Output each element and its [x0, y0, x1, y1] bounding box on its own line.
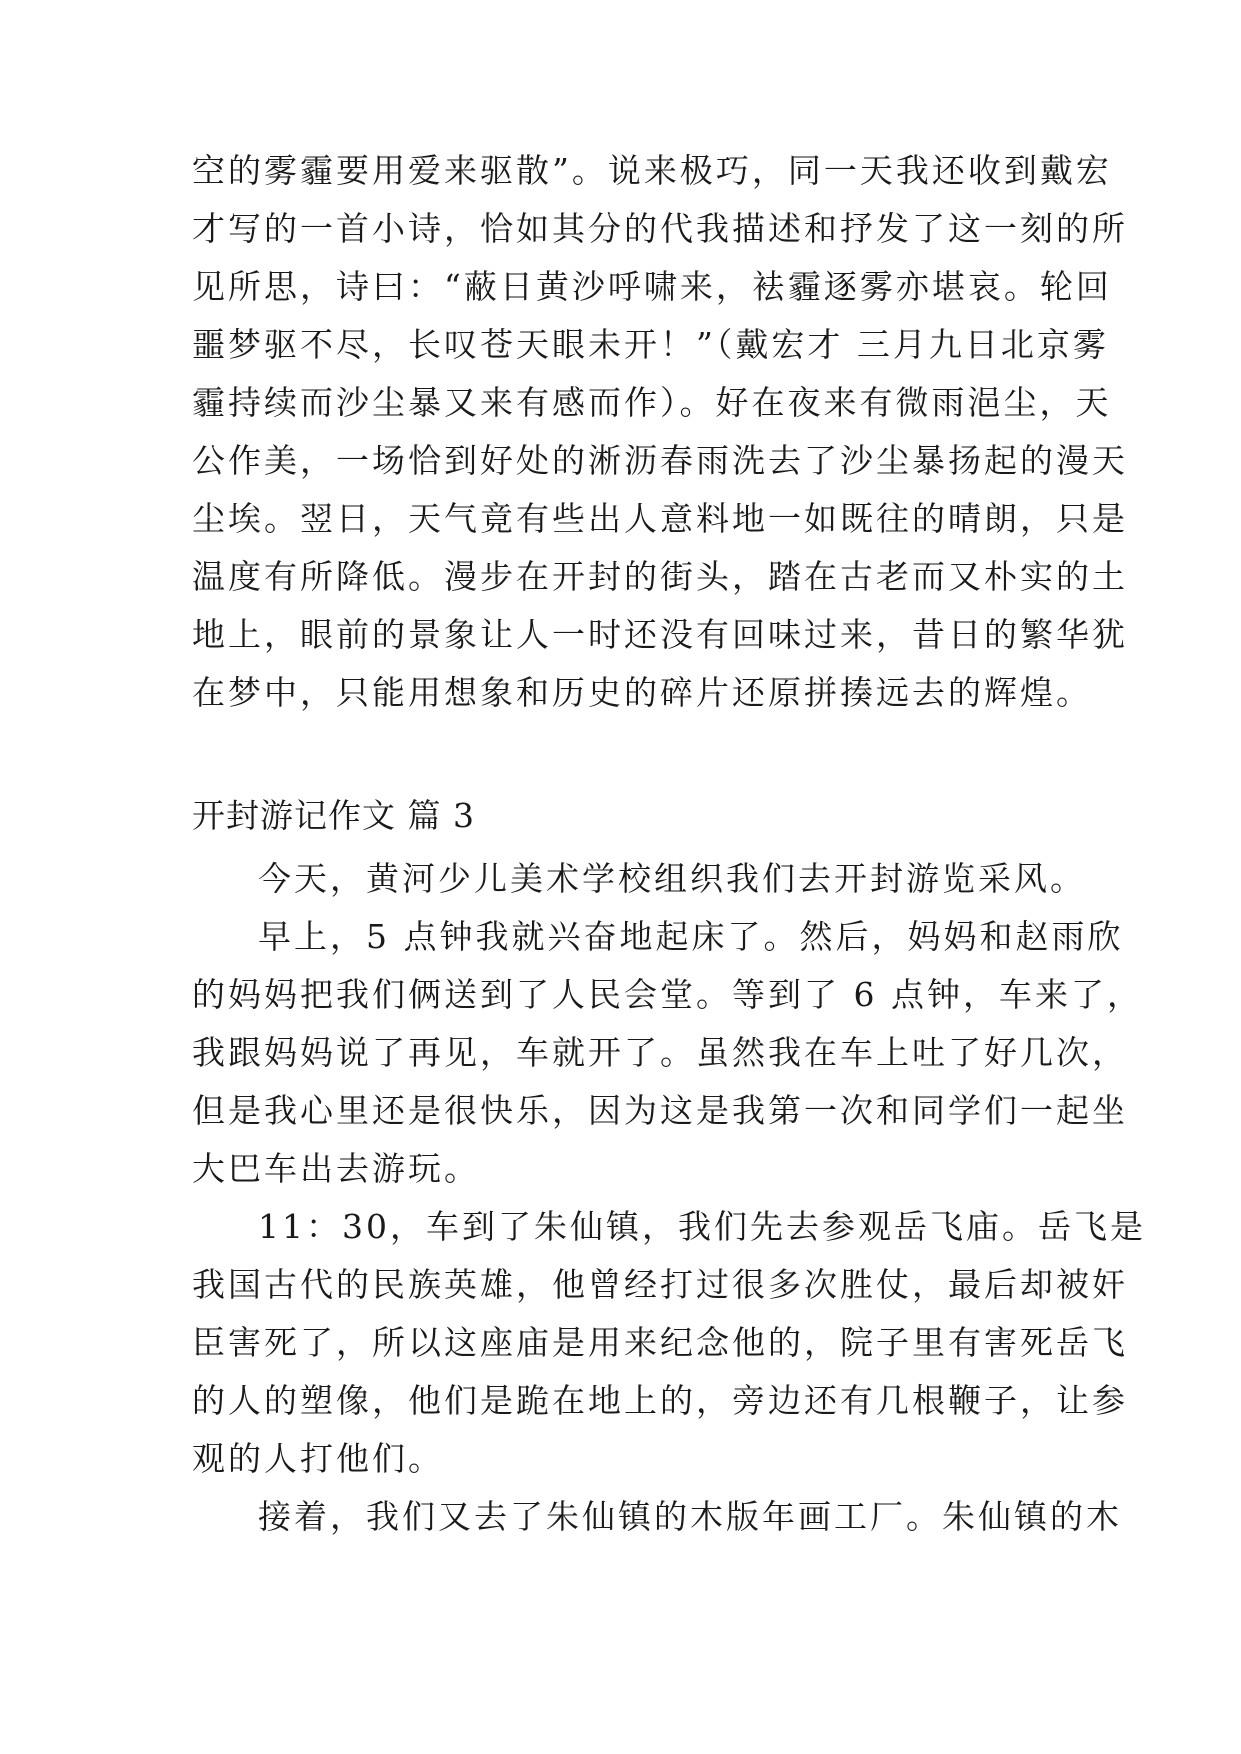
text-line: 在梦中，只能用想象和历史的碎片还原拼揍远去的辉煌。 — [192, 673, 1092, 712]
text-line: 见所思，诗曰：“蔽日黄沙呼啸来，袪霾逐雾亦堪哀。轮回 — [192, 267, 1112, 306]
text-line: 接着，我们又去了朱仙镇的木版年画工厂。朱仙镇的木 — [258, 1497, 1122, 1536]
text-line: 空的雾霾要用爱来驱散”。说来极巧，同一天我还收到戴宏 — [192, 151, 1112, 190]
section-heading: 开封游记作文 篇 3 — [192, 796, 475, 835]
text-line: 尘埃。翌日，天气竟有些出人意料地一如既往的晴朗，只是 — [192, 499, 1128, 538]
text-line: 早上，5 点钟我就兴奋地起床了。然后，妈妈和赵雨欣 — [258, 917, 1124, 956]
text-line: 今天，黄河少儿美术学校组织我们去开封游览采风。 — [258, 859, 1086, 898]
text-line: 噩梦驱不尽，长叹苍天眼未开！”（戴宏才 三月九日北京雾 — [192, 325, 1109, 364]
text-line: 11：30，车到了朱仙镇，我们先去参观岳飞庙。岳飞是 — [258, 1207, 1146, 1246]
text-line: 我国古代的民族英雄，他曾经打过很多次胜仗，最后却被奸 — [192, 1265, 1128, 1304]
text-line: 公作美，一场恰到好处的淅沥春雨洗去了沙尘暴扬起的漫天 — [192, 441, 1128, 480]
text-line: 观的人打他们。 — [192, 1439, 444, 1478]
text-line: 的妈妈把我们俩送到了人民会堂。等到了 6 点钟，车来了， — [192, 975, 1143, 1014]
text-line: 但是我心里还是很快乐，因为这是我第一次和同学们一起坐 — [192, 1091, 1128, 1130]
text-line: 臣害死了，所以这座庙是用来纪念他的，院子里有害死岳飞 — [192, 1323, 1128, 1362]
text-line: 才写的一首小诗，恰如其分的代我描述和抒发了这一刻的所 — [192, 209, 1128, 248]
text-line: 大巴车出去游玩。 — [192, 1149, 480, 1188]
text-line: 霾持续而沙尘暴又来有感而作）。好在夜来有微雨浥尘，天 — [192, 383, 1112, 422]
text-line: 的人的塑像，他们是跪在地上的，旁边还有几根鞭子，让参 — [192, 1381, 1128, 1420]
text-line: 温度有所降低。漫步在开封的街头，踏在古老而又朴实的土 — [192, 557, 1128, 596]
text-line: 地上，眼前的景象让人一时还没有回味过来，昔日的繁华犹 — [192, 615, 1128, 654]
text-line: 我跟妈妈说了再见，车就开了。虽然我在车上吐了好几次， — [192, 1033, 1128, 1072]
